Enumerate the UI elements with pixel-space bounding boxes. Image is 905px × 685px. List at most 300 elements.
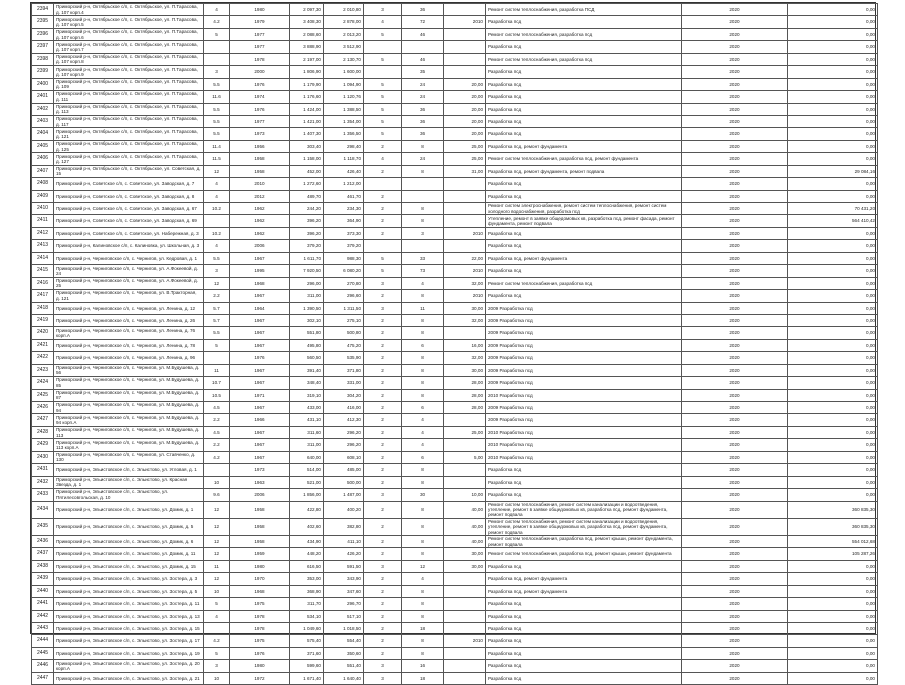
cell-address: Приморский р-н, Октябрьское с/п, с. Октябрьское, ул. П.Тарасова, д. 107 корп.8 (54, 53, 204, 65)
cell-address: Приморский р-н, Советское с/п, с. Советское, ул. Заводская, д. 8 (54, 190, 204, 202)
cell-wear-level: 11 (204, 364, 230, 376)
cell-floors: 2 (364, 364, 402, 376)
cell-floors: 2 (364, 598, 402, 610)
cell-plan-year: 2020 (682, 128, 788, 140)
cell-row-number: 2427 (32, 414, 54, 426)
cell-total-area: 371,60 (290, 647, 324, 659)
cell-work-types: 2009 Разработка псд (486, 402, 682, 414)
cell-address: Приморский р-н, Эльистовское с/п, с. Эльистово, ул. Зостера, д. 15 (54, 623, 204, 635)
cell-living-area: 535,90 (324, 352, 364, 364)
cell-plan-year: 2020 (682, 414, 788, 426)
cell-total-area: 489,70 (290, 190, 324, 202)
cell-living-area: 270,80 (324, 277, 364, 289)
cell-address: Приморский р-н, Черниговское с/п, с. Чернигов, ул. Ленина, д. 96 (54, 352, 204, 364)
cell-cost: 0,00 (788, 451, 878, 463)
cell-plan-year: 2020 (682, 265, 788, 277)
cell-floors: 2 (364, 327, 402, 339)
cell-apartments: 24 (402, 153, 444, 165)
cell-work-types: 2009 Разработка псд (486, 364, 682, 376)
cell-last-repair: 30,00 (444, 364, 486, 376)
table-row (32, 339, 878, 351)
cell-address: Приморский р-н, Октябрьское с/п, с. Октябрьское, ул. П.Тарасова, д. 117 (54, 115, 204, 127)
cell-last-repair: 30,00 (444, 560, 486, 572)
cell-apartments: 8 (402, 203, 444, 215)
cell-last-repair (444, 585, 486, 597)
cell-floors: 2 (364, 439, 402, 451)
cell-apartments: 4 (402, 414, 444, 426)
cell-build-year: 2006 (230, 489, 290, 501)
table-row (32, 610, 878, 622)
cell-apartments: 8 (402, 377, 444, 389)
cell-apartments: 12 (402, 560, 444, 572)
cell-apartments (402, 190, 444, 202)
cell-living-area: 1 354,00 (324, 115, 364, 127)
cell-last-repair: 25,00 (444, 426, 486, 438)
cell-work-types: 2009 Разработка псд (486, 352, 682, 364)
cell-row-number: 2444 (32, 635, 54, 647)
cell-wear-level: 5.5 (204, 252, 230, 264)
cell-living-area: 379,20 (324, 240, 364, 252)
cell-last-repair: 10,00 (444, 489, 486, 501)
cell-work-types: Разработка псд (486, 672, 682, 684)
cell-last-repair (444, 660, 486, 672)
table-row (32, 290, 878, 302)
cell-floors: 3 (364, 489, 402, 501)
cell-row-number: 2418 (32, 302, 54, 314)
cell-address: Приморский р-н, Октябрьское с/п, с. Октябрьское, ул. П.Тарасова, д. 111 (54, 91, 204, 103)
cell-apartments: 3 (402, 227, 444, 239)
cell-work-types: Разработка псд (486, 78, 682, 90)
cell-last-repair (444, 203, 486, 215)
cell-plan-year: 2020 (682, 78, 788, 90)
cell-apartments: 6 (402, 402, 444, 414)
cell-plan-year: 2020 (682, 290, 788, 302)
cell-row-number: 2445 (32, 647, 54, 659)
cell-row-number: 2447 (32, 672, 54, 684)
cell-address: Приморский р-н, Эльистовское с/п, с. Эльистово, ул. Красная Звезда, д. 1 (54, 476, 204, 488)
cell-row-number: 2410 (32, 203, 54, 215)
cell-apartments: 8 (402, 635, 444, 647)
table-row (32, 501, 878, 518)
cell-work-types: 2010 Разработка псд (486, 451, 682, 463)
cell-cost: 0,00 (788, 277, 878, 289)
cell-row-number: 2403 (32, 115, 54, 127)
table-row (32, 364, 878, 376)
cell-address: Приморский р-н, Октябрьское с/п, с. Октябрьское, ул. П.Тарасова, д. 127 (54, 153, 204, 165)
cell-plan-year: 2020 (682, 28, 788, 40)
cell-wear-level: 3 (204, 265, 230, 277)
cell-cost: 0,00 (788, 489, 878, 501)
cell-wear-level: 11.4 (204, 140, 230, 152)
cell-plan-year: 2020 (682, 165, 788, 177)
cell-apartments: 8 (402, 352, 444, 364)
cell-living-area: 517,10 (324, 610, 364, 622)
cell-wear-level: 5 (204, 598, 230, 610)
cell-floors: 5 (364, 265, 402, 277)
cell-build-year: 2006 (230, 240, 290, 252)
cell-row-number: 2409 (32, 190, 54, 202)
table-row (32, 252, 878, 264)
cell-plan-year: 2020 (682, 302, 788, 314)
cell-wear-level: 4 (204, 178, 230, 190)
cell-work-types: Разработка псд (486, 91, 682, 103)
cell-total-area: 2 088,60 (290, 28, 324, 40)
cell-work-types: Разработка псд (486, 16, 682, 28)
cell-apartments: 8 (402, 501, 444, 518)
cell-row-number: 2437 (32, 548, 54, 560)
cell-address: Приморский р-н, Октябрьское с/п, с. Октябрьское, ул. П.Тарасова, д. 107 корп.6 (54, 28, 204, 40)
cell-apartments: 36 (402, 103, 444, 115)
cell-total-area: 1 611,70 (290, 252, 324, 264)
cell-build-year: 1962 (230, 203, 290, 215)
cell-total-area: 599,60 (290, 660, 324, 672)
cell-cost: 0,00 (788, 660, 878, 672)
cell-wear-level (204, 215, 230, 227)
cell-last-repair: 20,00 (444, 128, 486, 140)
cell-apartments (402, 178, 444, 190)
cell-build-year: 1977 (230, 28, 290, 40)
table-row (32, 103, 878, 115)
cell-work-types: Разработка псд (486, 489, 682, 501)
cell-floors: 2 (364, 290, 402, 302)
cell-address: Приморский р-н, Эльистовское с/п, с. Эльистово, ул. Домик, д. 11 (54, 548, 204, 560)
cell-wear-level: 5.7 (204, 302, 230, 314)
cell-row-number: 2401 (32, 91, 54, 103)
cell-living-area: 371,80 (324, 364, 364, 376)
cell-work-types: Утепление, ремонт в заявке общедомовых кв, разработка псд, ремонт фасада, ремонт фундамента, ремонт подвала (486, 215, 682, 227)
cell-row-number: 2435 (32, 518, 54, 535)
cell-wear-level: 10.2 (204, 227, 230, 239)
cell-work-types: Ремонт систем электроснабжения, ремонт систем теплоснабжения, ремонт систем холодного водоснабжения, разработка псд (486, 203, 682, 215)
cell-total-area: 434,90 (290, 535, 324, 547)
cell-address: Приморский р-н, Черниговское с/п, с. Чернигов, ул. Ставченко, д. 130 (54, 451, 204, 463)
cell-apartments (402, 41, 444, 53)
cell-work-types: Разработка псд, ремонт фундамента (486, 252, 682, 264)
cell-apartments: 8 (402, 140, 444, 152)
cell-living-area: 1 094,90 (324, 78, 364, 90)
cell-floors: 2 (364, 573, 402, 585)
cell-last-repair: 28,00 (444, 377, 486, 389)
cell-last-repair: 16,00 (444, 339, 486, 351)
cell-last-repair: 5,00 (444, 451, 486, 463)
cell-living-area: 426,40 (324, 165, 364, 177)
cell-apartments: 6 (402, 451, 444, 463)
cell-living-area: 1 388,50 (324, 103, 364, 115)
cell-work-types: Ремонт систем теплоснабжения, ремонт систем канализации и водоотведения, утепление, ремонт в заявке общедомовых кв, разработка псд, ремонт фундамента, ремонт подвала (486, 501, 682, 518)
cell-last-repair (444, 610, 486, 622)
cell-plan-year: 2020 (682, 339, 788, 351)
cell-floors: 2 (364, 402, 402, 414)
cell-row-number: 2438 (32, 560, 54, 572)
cell-address: Приморский р-н, Эльистовское с/п, с. Эльистово, ул. Зостера, д. 20 корп.А (54, 660, 204, 672)
cell-wear-level: 10 (204, 585, 230, 597)
cell-total-area: 391,40 (290, 364, 324, 376)
cell-row-number: 2429 (32, 439, 54, 451)
cell-work-types: Разработка псд (486, 265, 682, 277)
cell-last-repair: 32,00 (444, 352, 486, 364)
cell-apartments: 8 (402, 518, 444, 535)
cell-cost: 0,00 (788, 265, 878, 277)
cell-floors: 2 (364, 476, 402, 488)
cell-row-number: 2431 (32, 464, 54, 476)
table-row (32, 464, 878, 476)
cell-work-types: Разработка псд (486, 635, 682, 647)
cell-work-types: Разработка псд (486, 66, 682, 78)
table-row (32, 660, 878, 672)
table-row (32, 28, 878, 40)
cell-wear-level: 3 (204, 660, 230, 672)
cell-apartments: 16 (402, 660, 444, 672)
table-row (32, 377, 878, 389)
cell-total-area: 1 158,00 (290, 153, 324, 165)
cell-plan-year: 2020 (682, 115, 788, 127)
cell-address: Приморский р-н, Эльистовское с/п, с. Эльистово, ул. Зостера, д. 21 (54, 672, 204, 684)
cell-last-repair: 20,00 (444, 115, 486, 127)
cell-address: Приморский р-н, Советское с/п, с. Советское, ул. Заводская, д. 67 (54, 203, 204, 215)
cell-row-number: 2430 (32, 451, 54, 463)
cell-floors: 2 (364, 501, 402, 518)
cell-build-year: 1967 (230, 426, 290, 438)
cell-floors: 3 (364, 560, 402, 572)
table-row (32, 178, 878, 190)
cell-cost: 105 287,26 (788, 548, 878, 560)
cell-address: Приморский р-н, Эльистовское с/п, с. Эльистово, ул. Пятилесовгольская, д. 10 (54, 489, 204, 501)
cell-floors: 2 (364, 165, 402, 177)
cell-row-number: 2405 (32, 140, 54, 152)
cell-apartments: 18 (402, 623, 444, 635)
cell-work-types: Разработка псд (486, 115, 682, 127)
cell-row-number: 2407 (32, 165, 54, 177)
cell-work-types: Разработка псд (486, 660, 682, 672)
cell-last-repair: 40,00 (444, 518, 486, 535)
cell-plan-year: 2020 (682, 227, 788, 239)
cell-last-repair (444, 190, 486, 202)
cell-row-number: 2417 (32, 290, 54, 302)
cell-last-repair (444, 672, 486, 684)
cell-work-types: Разработка псд, ремонт фундамента (486, 585, 682, 597)
cell-living-area: 2 130,70 (324, 53, 364, 65)
cell-living-area: 608,10 (324, 451, 364, 463)
cell-cost: 0,00 (788, 598, 878, 610)
cell-last-repair (444, 647, 486, 659)
cell-floors: 5 (364, 28, 402, 40)
cell-last-repair: 2010 (444, 265, 486, 277)
cell-row-number: 2440 (32, 585, 54, 597)
cell-work-types: 2010 Разработка псд (486, 439, 682, 451)
cell-floors: 3 (364, 660, 402, 672)
cell-apartments: 8 (402, 598, 444, 610)
cell-total-area: 1 806,90 (290, 66, 324, 78)
cell-cost: 0,00 (788, 240, 878, 252)
cell-living-area: 2 013,20 (324, 28, 364, 40)
cell-cost: 0,00 (788, 377, 878, 389)
cell-build-year: 2012 (230, 190, 290, 202)
cell-wear-level: 5.5 (204, 115, 230, 127)
cell-total-area: 402,60 (290, 518, 324, 535)
cell-row-number: 2399 (32, 66, 54, 78)
cell-floors: 2 (364, 215, 402, 227)
cell-living-area: 411,10 (324, 535, 364, 547)
cell-build-year: 1978 (230, 53, 290, 65)
cell-work-types: Разработка псд (486, 610, 682, 622)
cell-row-number: 2398 (32, 53, 54, 65)
cell-apartments: 8 (402, 464, 444, 476)
cell-wear-level: 2.2 (204, 414, 230, 426)
cell-plan-year: 2020 (682, 623, 788, 635)
cell-wear-level: 10.2 (204, 203, 230, 215)
cell-last-repair: 20,00 (444, 78, 486, 90)
cell-plan-year: 2020 (682, 66, 788, 78)
cell-apartments: 35 (402, 66, 444, 78)
cell-living-area: 1 640,40 (324, 672, 364, 684)
cell-build-year: 1980 (230, 4, 290, 16)
cell-cost: 0,00 (788, 178, 878, 190)
table-row (32, 165, 878, 177)
cell-address: Приморский р-н, Черниговское с/п, с. Чернигов, ул. Кедровая, д. 1 (54, 252, 204, 264)
cell-total-area: 2 197,00 (290, 53, 324, 65)
cell-build-year: 1964 (230, 302, 290, 314)
cell-work-types: Ремонт систем теплоснабжения, разработка ПСД (486, 4, 682, 16)
cell-build-year: 1967 (230, 451, 290, 463)
cell-build-year: 1977 (230, 41, 290, 53)
cell-total-area: 1 176,60 (290, 91, 324, 103)
cell-last-repair: 2010 (444, 16, 486, 28)
cell-wear-level: 12 (204, 535, 230, 547)
cell-row-number: 2406 (32, 153, 54, 165)
cell-build-year: 1967 (230, 402, 290, 414)
cell-last-repair (444, 476, 486, 488)
table-row (32, 240, 878, 252)
cell-row-number: 2424 (32, 377, 54, 389)
cell-wear-level: 5.5 (204, 78, 230, 90)
cell-floors: 2 (364, 451, 402, 463)
cell-apartments: 46 (402, 53, 444, 65)
cell-total-area: 311,00 (290, 290, 324, 302)
cell-wear-level: 5.7 (204, 314, 230, 326)
cell-plan-year: 2020 (682, 314, 788, 326)
cell-cost: 0,00 (788, 476, 878, 488)
cell-row-number: 2420 (32, 327, 54, 339)
cell-wear-level: 3 (204, 66, 230, 78)
cell-plan-year: 2020 (682, 464, 788, 476)
cell-build-year: 1968 (230, 585, 290, 597)
cell-address: Приморский р-н, Черниговское с/п, с. Чернигов, ул. М.Будушева, д. 113 (54, 426, 204, 438)
table-row (32, 66, 878, 78)
cell-build-year: 1975 (230, 635, 290, 647)
registry-table-page (30, 2, 876, 681)
cell-build-year: 2000 (230, 66, 290, 78)
cell-total-area: 296,00 (290, 277, 324, 289)
cell-living-area: 485,00 (324, 464, 364, 476)
cell-living-area: 475,20 (324, 339, 364, 351)
cell-plan-year: 2020 (682, 4, 788, 16)
cell-living-area: 1 311,50 (324, 302, 364, 314)
table-row (32, 451, 878, 463)
cell-build-year: 1971 (230, 389, 290, 401)
cell-living-area: 304,20 (324, 389, 364, 401)
cell-floors: 2 (364, 190, 402, 202)
cell-apartments: 36 (402, 4, 444, 16)
cell-living-area: 461,70 (324, 190, 364, 202)
cell-address: Приморский р-н, Эльистовское с/п, с. Эльистово, ул. Зостера, д. 3 (54, 573, 204, 585)
cell-floors: 2 (364, 339, 402, 351)
cell-address: Приморский р-н, Эльистовское с/п, с. Эльистово, ул. Угловая, д. 1 (54, 464, 204, 476)
cell-cost: 0,00 (788, 66, 878, 78)
cell-work-types: Разработка псд (486, 647, 682, 659)
cell-floors: 2 (364, 585, 402, 597)
cell-living-area: 1 018,50 (324, 623, 364, 635)
cell-plan-year: 2020 (682, 140, 788, 152)
cell-total-area: 1 407,30 (290, 128, 324, 140)
cell-apartments: 24 (402, 78, 444, 90)
cell-wear-level: 4 (204, 4, 230, 16)
cell-build-year: 1970 (230, 573, 290, 585)
cell-floors: 2 (364, 518, 402, 535)
cell-apartments: 36 (402, 115, 444, 127)
cell-work-types: Ремонт систем теплоснабжения, разработка псд, ремонт крыши, ремонт фундамента, ремонт подвала (486, 535, 682, 547)
cell-build-year: 1976 (230, 352, 290, 364)
cell-living-area: 988,30 (324, 252, 364, 264)
table-row (32, 215, 878, 227)
cell-cost: 0,00 (788, 140, 878, 152)
cell-apartments: 8 (402, 364, 444, 376)
cell-address: Приморский р-н, Эльистовское с/п, с. Эльистово, ул. Домик, д. 15 (54, 560, 204, 572)
cell-last-repair: 32,00 (444, 277, 486, 289)
cell-floors (364, 178, 402, 190)
table-row (32, 314, 878, 326)
table-row (32, 426, 878, 438)
cell-living-area: 373,30 (324, 227, 364, 239)
cell-cost: 0,00 (788, 573, 878, 585)
cell-address: Приморский р-н, Эльистовское с/п, с. Эльистово, ул. Зостера, д. 19 (54, 647, 204, 659)
cell-cost: 0,00 (788, 78, 878, 90)
cell-plan-year: 2020 (682, 203, 788, 215)
cell-floors: 2 (364, 610, 402, 622)
cell-wear-level: 4.2 (204, 451, 230, 463)
cell-cost: 0,00 (788, 115, 878, 127)
cell-last-repair: 40,00 (444, 535, 486, 547)
table-row (32, 352, 878, 364)
cell-living-area: 2 010,80 (324, 4, 364, 16)
cell-cost: 360 835,30 (788, 518, 878, 535)
cell-row-number: 2436 (32, 535, 54, 547)
cell-total-area: 1 421,00 (290, 115, 324, 127)
cell-last-repair: 20,00 (444, 91, 486, 103)
cell-address: Приморский р-н, Советское с/п, с. Советское, ул. Заводская, д. 7 (54, 178, 204, 190)
table-row (32, 41, 878, 53)
cell-living-area: 3 512,90 (324, 41, 364, 53)
cell-last-repair: 28,00 (444, 402, 486, 414)
cell-apartments: 18 (402, 672, 444, 684)
cell-work-types: Разработка псд (486, 190, 682, 202)
cell-wear-level (204, 352, 230, 364)
cell-plan-year: 2020 (682, 327, 788, 339)
cell-row-number: 2413 (32, 240, 54, 252)
cell-floors: 2 (364, 535, 402, 547)
cell-address: Приморский р-н, Эльистовское с/п, с. Эльистово, ул. Домик, д. 5 (54, 518, 204, 535)
cell-address: Приморский р-н, Черниговское с/п, с. Чернигов, ул. Ленина, д. 12 (54, 302, 204, 314)
cell-address: Приморский р-н, Советское с/п, с. Советское, ул. Набережная, д. 3 (54, 227, 204, 239)
cell-cost: 0,00 (788, 53, 878, 65)
table-row (32, 585, 878, 597)
cell-apartments: 8 (402, 585, 444, 597)
cell-floors: 3 (364, 277, 402, 289)
cell-work-types: Ремонт систем теплоснабжения, разработка псд, ремонт фундамента (486, 153, 682, 165)
cell-cost: 0,00 (788, 28, 878, 40)
cell-build-year: 1967 (230, 327, 290, 339)
cell-row-number: 2442 (32, 610, 54, 622)
cell-row-number: 2441 (32, 598, 54, 610)
